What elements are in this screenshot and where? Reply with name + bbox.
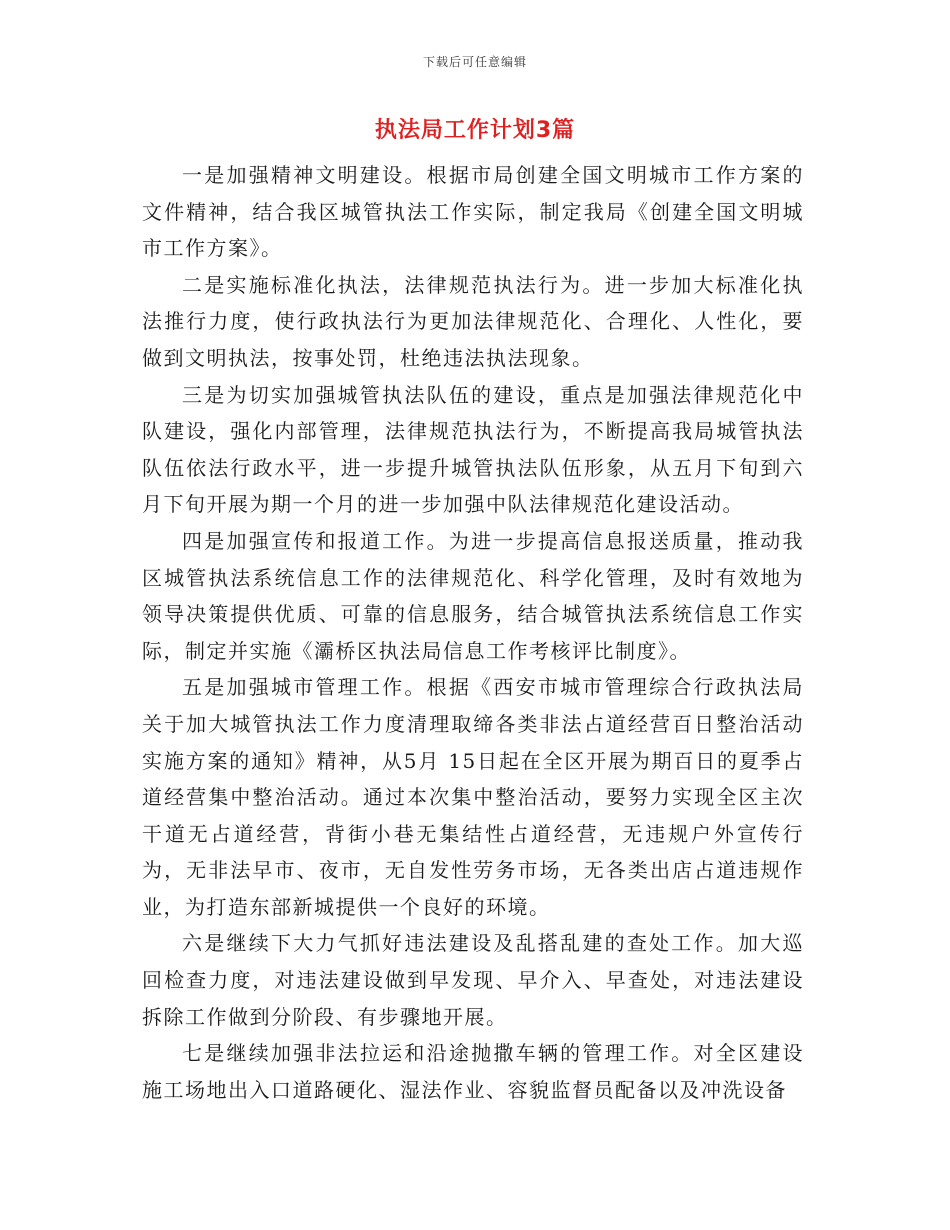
paragraph-1: 一是加强精神文明建设。根据市局创建全国文明城市工作方案的文件精神，结合我区城管执法工作实际，制定我局《创建全国文明城市工作方案》。 (142, 163, 804, 261)
paragraph-2: 二是实施标准化执法，法律规范执法行为。进一步加大标准化执法推行力度，使行政执法行为更加法律规范化、合理化、人性化，要做到文明执法，按事处罚，杜绝违法执法现象。 (142, 272, 804, 370)
paragraph-7: 七是继续加强非法拉运和沿途抛撒车辆的管理工作。对全区建设施工场地出入口道路硬化、湿法作业、容貌监督员配备以及冲洗设备 (142, 1041, 804, 1102)
paragraph-3: 三是为切实加强城管执法队伍的建设，重点是加强法律规范化中队建设，强化内部管理，法律规范执法行为，不断提高我局城管执法队伍依法行政水平，进一步提升城管执法队伍形象，从五月下旬到六月下旬开展为期一个月的进一步加强中队法律规范化建设活动。 (142, 382, 804, 517)
header-note: 下载后可任意编辑 (422, 55, 527, 69)
document-body (142, 157, 804, 1108)
document-title: 执法局工作计划3篇 (374, 118, 576, 143)
paragraph-5: 五是加强城市管理工作。根据《西安市城市管理综合行政执法局关于加大城管执法工作力度清理取缔各类非法占道经营百日整治活动实施方案的通知》精神，从5月 15日起在全区开展为期百日的夏季占道经营集中整治活动。通过本次集中整治活动，要努力实现全区主次干道无占道经营，背街小巷无集结性占道经营，无违规户外宣传行为，无非法早市、夜市，无自发性劳务市场，无各类出店占道违规作业，为打造东部新城提供一个良好的环境。 (142, 675, 804, 919)
paragraph-4: 四是加强宣传和报道工作。为进一步提高信息报送质量，推动我区城管执法系统信息工作的法律规范化、科学化管理，及时有效地为领导决策提供优质、可靠的信息服务，结合城管执法系统信息工作实际，制定并实施《灞桥区执法局信息工作考核评比制度》。 (142, 528, 804, 663)
paragraph-6: 六是继续下大力气抓好违法建设及乱搭乱建的查处工作。加大巡回检查力度，对违法建设做到早发现、早介入、早查处，对违法建设拆除工作做到分阶段、有步骤地开展。 (142, 931, 804, 1029)
